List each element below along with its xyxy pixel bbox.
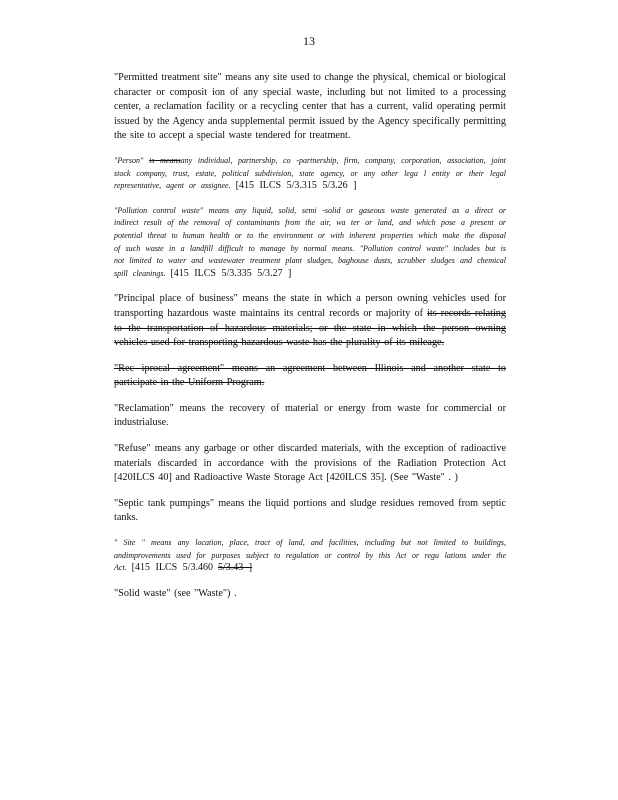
definition-person <box>114 155 506 193</box>
citation: [415 ILCS 5/3.335 5/3.27 ] <box>170 267 292 279</box>
page-number: 13 <box>303 34 315 48</box>
definition-site <box>114 537 506 575</box>
definition-reclamation: "Reclamation" means the recovery of material or energy from waste for commercial or industrialuse. <box>114 402 506 429</box>
struck-text: its records relating to the transportation of hazardous materials; or the state in which the person owning vehicles used for transporting hazardous waste has the plurality of its mileage. <box>114 307 506 349</box>
struck-text: "Rec iprocal agreement" means an agreement between Illinois and another state to participate in the Uniform Program. <box>114 362 506 389</box>
definition-solid-waste: "Solid waste" (see "Waste") . <box>114 587 237 599</box>
definition-septic-tank-pumpings: "Septic tank pumpings" means the liquid portions and sludge residues removed from septic tanks. <box>114 497 506 524</box>
struck-text: is means <box>149 155 181 165</box>
term: "Person" <box>114 155 144 165</box>
struck-citation: 5/3.43 ] <box>217 562 253 574</box>
definition-body: " Site " means any location, place, tract of land, and facilities, including but not limited to buildings, andimprovements used for purposes subject to regulation or control by this Act or regu lations under the Act. <box>114 538 506 573</box>
definition-refuse: "Refuse" means any garbage or other discarded materials, with the exception of radioactive materials discarded in accordance with the provisions of the Radiation Protection Act [420ILCS 40] and Radioactive Waste Storage Act [420ILCS 35]. (See "Waste" . ) <box>114 443 506 484</box>
citation: [415 ILCS 5/3.315 5/3.26 ] <box>235 180 357 192</box>
definition-pollution-control-waste <box>114 205 506 281</box>
definition-body: "Pollution control waste" means any liquid, solid, semi -solid or gaseous waste generated as a direct or indirect result of the removal of contaminants from the air, wa ter or land, and which pose a present or potential threat to human health or to the environment or with inherent properties which make the disposal of such waste in a landfill difficult to manage by normal means. "Pollution control waste" includes but is not limited to water and wastewater treatment plant sludges, baghouse dusts, scrubber sludges and chemical spill cleanings. <box>114 205 506 278</box>
definitions-list <box>114 71 506 612</box>
definition-principal-place-of-business <box>114 292 506 350</box>
definition-reciprocal-agreement <box>114 362 506 391</box>
citation: [415 ILCS 5/3.460 <box>131 562 213 574</box>
definition-body: "Principal place of business" means the state in which a person owning vehicles used for transporting hazardous waste maintains its central records or majority of <box>114 293 506 319</box>
definition-body: any individual, partnership, co -partnership, firm, company, corporation, association, joint stock company, trust, estate, political subdivision, state agency, or any other lega l entity or their legal representative, agent or assignee. <box>114 155 507 191</box>
definition-permitted-treatment-site: "Permitted treatment site" means any site used to change the physical, chemical or biological character or composit ion of any special waste, including but not limited to a processing center, a reclamation facility or a recycling center that has a current, valid operating permit issued by the Agency anda supplemental permit issued by the Agency specifically permitting the site to accept a special waste tendered for treatment. <box>114 72 506 142</box>
